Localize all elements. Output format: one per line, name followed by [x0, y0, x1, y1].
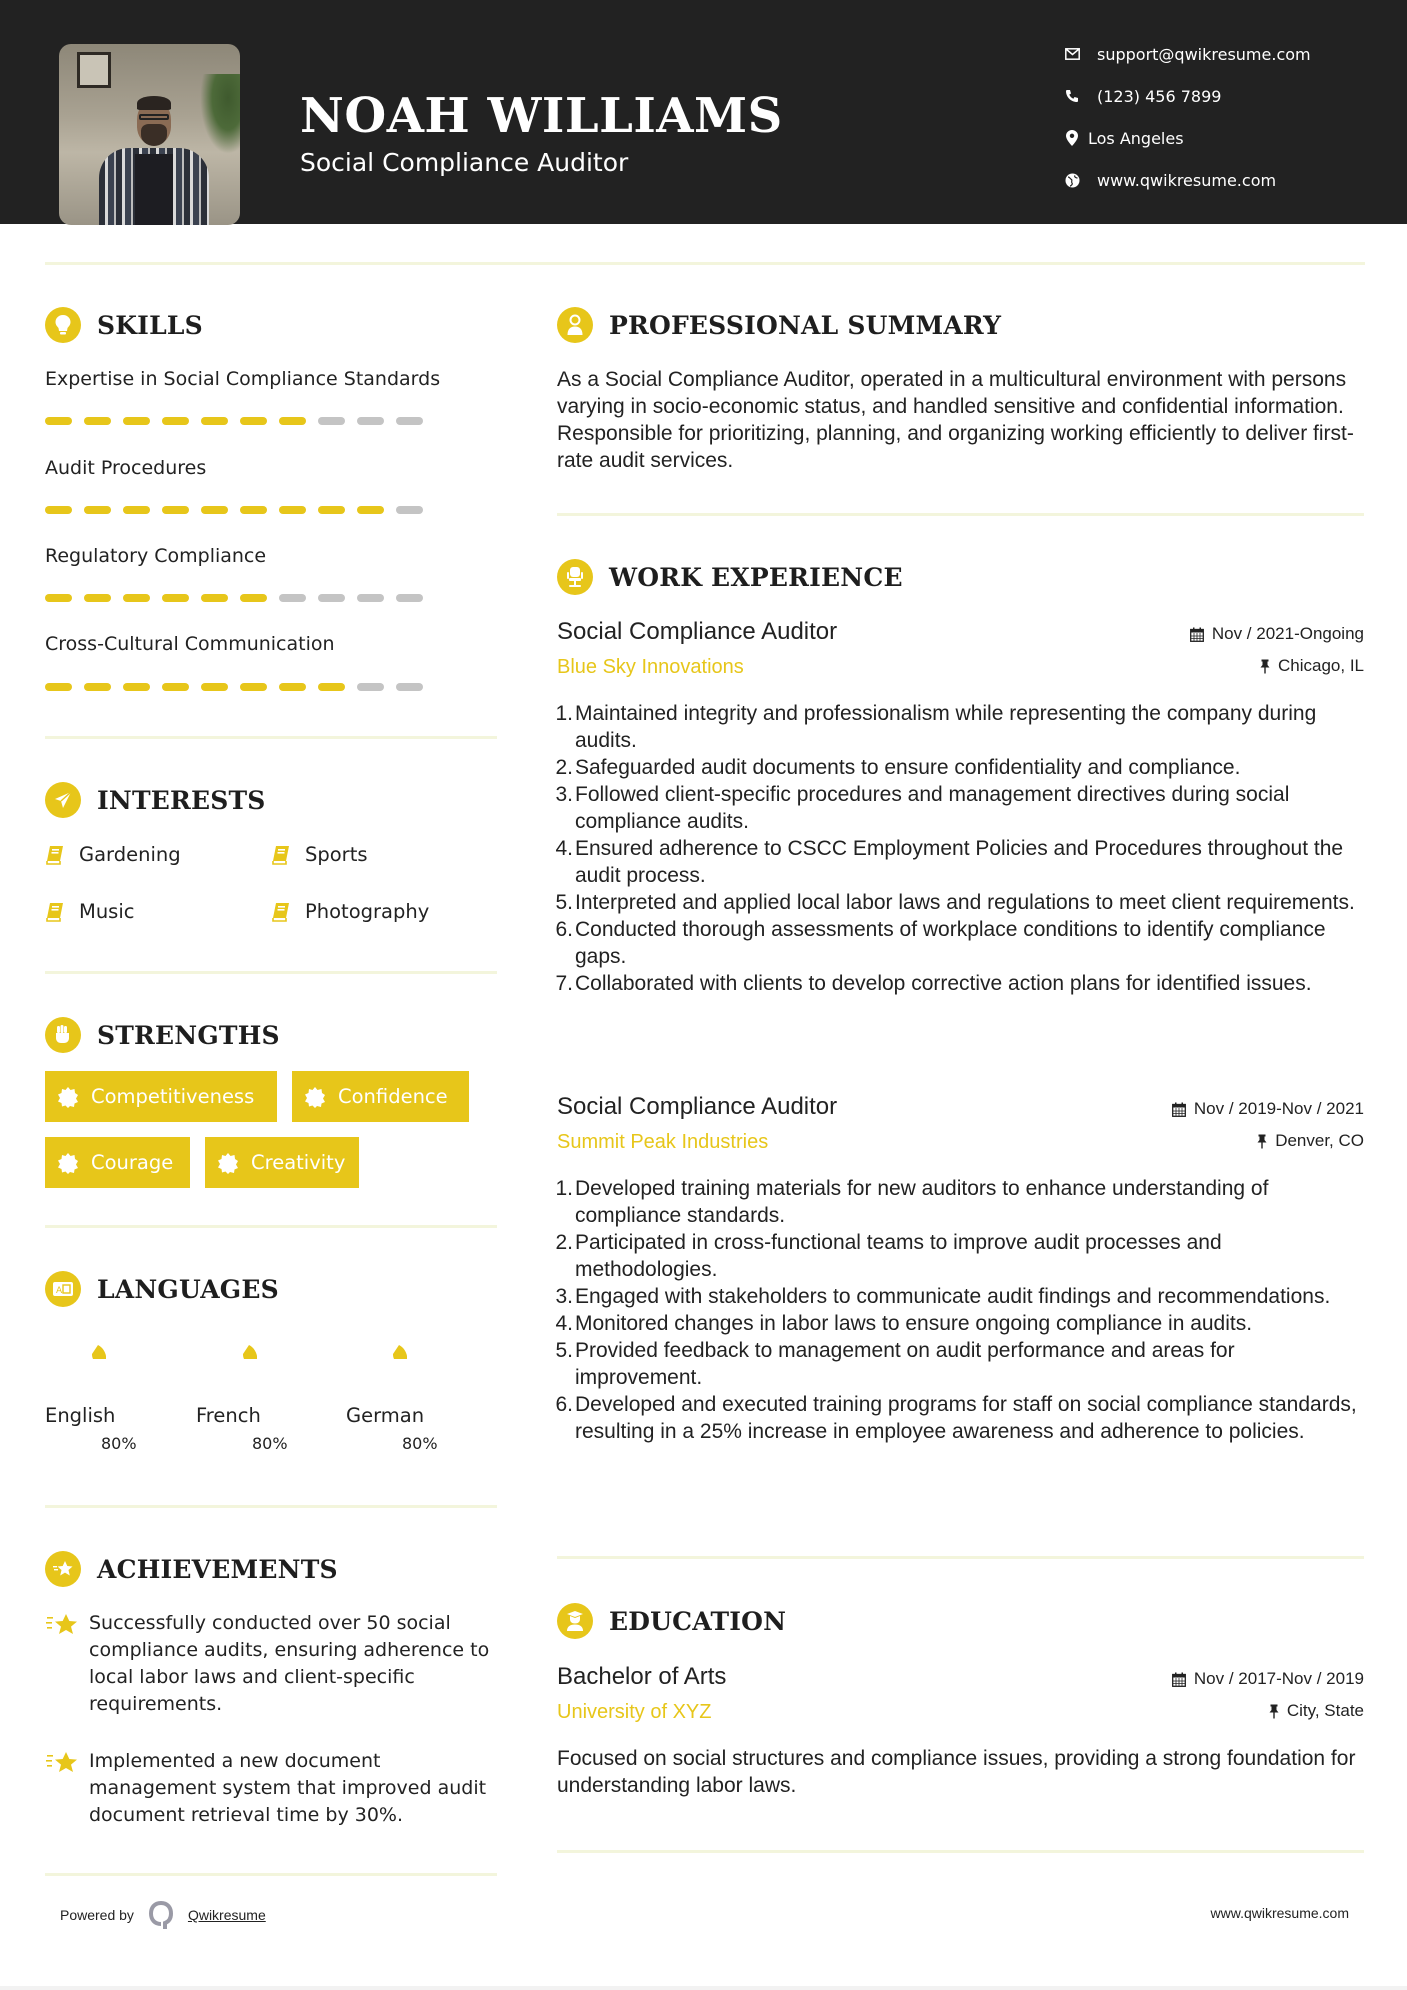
languages-heading: A LANGUAGES	[45, 1271, 279, 1307]
phone-icon	[1064, 88, 1080, 104]
language-progress-icon	[391, 1344, 413, 1368]
strengths-heading: STRENGTHS	[45, 1017, 280, 1053]
globe-icon	[1064, 172, 1080, 188]
skill-level-segment	[396, 417, 423, 425]
fist-icon	[45, 1017, 81, 1053]
job-bullet: 2. Safeguarded audit documents to ensure confidentiality and compliance.	[555, 756, 1241, 779]
skill-level-bar	[45, 683, 423, 691]
star-icon	[45, 1610, 81, 1718]
calendar-icon	[1172, 1672, 1186, 1687]
badge-icon	[57, 1152, 79, 1174]
map-marker-icon	[1064, 130, 1080, 146]
svg-text:A: A	[56, 1286, 63, 1296]
contact-location: Los Angeles	[1064, 127, 1404, 149]
badge-icon	[217, 1152, 239, 1174]
calendar-icon	[1172, 1102, 1186, 1117]
skill-level-segment	[45, 506, 72, 514]
candidate-title: Social Compliance Auditor	[300, 148, 629, 177]
job-bullet: 4. Ensured adherence to CSCC Employment Policies and Procedures throughout the audit process.	[555, 837, 1344, 887]
strength-chip: Competitiveness	[45, 1071, 277, 1122]
contact-website[interactable]: www.qwikresume.com	[1064, 169, 1404, 191]
skill-label: Audit Procedures	[45, 457, 207, 479]
experience-heading: WORK EXPERIENCE	[557, 559, 903, 595]
skill-level-segment	[84, 506, 111, 514]
job-bullets	[557, 700, 1364, 997]
skill-level-segment	[318, 594, 345, 602]
powered-by: Powered by Qwikresume	[60, 1900, 266, 1930]
strength-chip: Courage	[45, 1137, 190, 1188]
skill-level-segment	[84, 594, 111, 602]
education-date: Nov / 2017-Nov / 2019	[1172, 1669, 1364, 1689]
company-name: Summit Peak Industries	[557, 1131, 769, 1153]
lightbulb-icon	[45, 307, 81, 343]
education-heading: EDUCATION	[557, 1603, 786, 1639]
skill-level-segment	[201, 683, 228, 691]
skill-level-segment	[279, 506, 306, 514]
interest-item: Gardening	[45, 843, 181, 866]
education-entry	[557, 1663, 1364, 1803]
skill-level-segment	[240, 683, 267, 691]
summary-text: As a Social Compliance Auditor, operated in a multicultural environment with persons varying in socio-economic status, and handled sensitive and confidential information. Responsible for prioritizing, planning, and organizing working efficiently to deliver first-rate audit services.	[557, 368, 1354, 472]
skill-level-segment	[396, 506, 423, 514]
section-divider	[45, 971, 497, 974]
star-icon	[45, 1551, 81, 1587]
interests-heading: INTERESTS	[45, 782, 266, 818]
calendar-icon	[1190, 627, 1204, 642]
language-progress-icon	[241, 1344, 263, 1368]
job-title: Social Compliance Auditor	[557, 1093, 838, 1120]
achievement-item: Implemented a new document management system that improved audit document retrieval time by 30%.	[45, 1748, 505, 1829]
skill-level-segment	[357, 683, 384, 691]
qwikresume-link[interactable]: Qwikresume	[187, 1907, 266, 1923]
skill-level-segment	[357, 417, 384, 425]
resume-header	[0, 0, 1407, 224]
strength-chip: Confidence	[292, 1071, 469, 1122]
skill-level-segment	[279, 417, 306, 425]
skill-label: Cross-Cultural Communication	[45, 633, 335, 655]
graduate-icon	[557, 1603, 593, 1639]
language-progress-icon	[90, 1344, 112, 1368]
contact-phone[interactable]: (123) 456 7899	[1064, 85, 1404, 107]
book-icon	[271, 845, 293, 865]
skill-level-segment	[357, 506, 384, 514]
skill-level-segment	[396, 683, 423, 691]
achievements-heading: ACHIEVEMENTS	[45, 1551, 338, 1587]
skill-level-segment	[123, 594, 150, 602]
pushpin-icon	[1257, 1134, 1267, 1149]
skill-level-segment	[201, 417, 228, 425]
skill-level-bar	[45, 506, 423, 514]
badge-icon	[57, 1086, 79, 1108]
section-divider	[557, 1850, 1364, 1853]
section-divider	[45, 1505, 497, 1508]
skill-level-segment	[240, 594, 267, 602]
job-bullet: 5. Interpreted and applied local labor laws and regulations to meet client requirements.	[555, 891, 1355, 914]
job-bullet: 1. Developed training materials for new auditors to enhance understanding of compliance standards.	[555, 1177, 1269, 1227]
skill-label: Expertise in Social Compliance Standards	[45, 368, 441, 390]
interest-item: Music	[45, 900, 134, 923]
job-bullet: 2. Participated in cross-functional teams to improve audit processes and methodologies.	[555, 1231, 1222, 1281]
section-divider	[557, 1556, 1364, 1559]
achievement-item: Successfully conducted over 50 social compliance audits, ensuring adherence to local labor laws and client-specific requirements.	[45, 1610, 505, 1718]
skill-level-segment	[201, 506, 228, 514]
skill-level-segment	[318, 417, 345, 425]
book-icon	[271, 902, 293, 922]
skill-level-segment	[396, 594, 423, 602]
pushpin-icon	[1260, 659, 1270, 674]
skill-level-segment	[162, 506, 189, 514]
office-chair-icon	[557, 559, 593, 595]
job-bullet: 6. Developed and executed training programs for staff on social compliance standards, resulting in a 25% increase in employee awareness and adherence to policies.	[555, 1393, 1357, 1443]
candidate-name: NOAH WILLIAMS	[300, 88, 783, 144]
book-icon	[45, 845, 67, 865]
skill-level-segment	[240, 417, 267, 425]
pushpin-icon	[1269, 1704, 1279, 1719]
interest-item: Photography	[271, 900, 429, 923]
skill-level-segment	[123, 506, 150, 514]
school-name: University of XYZ	[557, 1701, 712, 1723]
job-location: Denver, CO	[1257, 1131, 1364, 1151]
interest-item: Sports	[271, 843, 368, 866]
skill-level-segment	[279, 594, 306, 602]
skill-level-segment	[45, 417, 72, 425]
book-icon	[45, 902, 67, 922]
job-bullet: 4. Monitored changes in labor laws to ensure ongoing compliance in audits.	[555, 1312, 1253, 1335]
section-divider	[45, 1225, 497, 1228]
skill-level-segment	[123, 683, 150, 691]
skill-level-bar	[45, 594, 423, 602]
language-icon	[45, 1271, 81, 1307]
contact-email[interactable]: support@qwikresume.com	[1064, 43, 1404, 65]
job-bullet: 1. Maintained integrity and professionalism while representing the company during audits.	[555, 702, 1317, 752]
degree: Bachelor of Arts	[557, 1663, 727, 1690]
job-bullet: 7. Collaborated with clients to develop corrective action plans for identified issues.	[555, 972, 1312, 995]
user-icon	[557, 307, 593, 343]
job-bullets	[557, 1175, 1364, 1445]
job-bullet: 3. Followed client-specific procedures and management directives during social compliance audits.	[555, 783, 1290, 833]
job-entry	[557, 618, 1364, 1058]
badge-icon	[304, 1086, 326, 1108]
top-divider	[45, 262, 1365, 265]
footer-website-link[interactable]: www.qwikresume.com	[1210, 1905, 1349, 1921]
skills-heading: SKILLS	[45, 307, 203, 343]
job-bullet: 5. Provided feedback to management on audit performance and areas for improvement.	[555, 1339, 1235, 1389]
skill-level-segment	[318, 506, 345, 514]
education-description: Focused on social structures and compliance issues, providing a strong foundation for understanding labor laws.	[557, 1747, 1356, 1797]
paper-plane-icon	[45, 782, 81, 818]
skill-level-segment	[357, 594, 384, 602]
skill-level-bar	[45, 417, 423, 425]
section-divider	[45, 1873, 497, 1876]
star-icon	[45, 1748, 81, 1829]
job-bullet: 6. Conducted thorough assessments of workplace conditions to identify compliance gaps.	[555, 918, 1326, 968]
qwikresume-logo-icon	[148, 1900, 174, 1930]
skill-level-segment	[162, 417, 189, 425]
strength-chip: Creativity	[205, 1137, 359, 1188]
job-location: Chicago, IL	[1260, 656, 1364, 676]
envelope-icon	[1064, 46, 1080, 62]
skill-level-segment	[201, 594, 228, 602]
job-date: Nov / 2021-Ongoing	[1190, 624, 1364, 644]
profile-photo	[59, 44, 240, 225]
skill-level-segment	[84, 683, 111, 691]
section-divider	[557, 513, 1364, 516]
skill-level-segment	[162, 594, 189, 602]
skill-level-segment	[45, 683, 72, 691]
skill-level-segment	[162, 683, 189, 691]
job-title: Social Compliance Auditor	[557, 618, 838, 645]
skill-level-segment	[279, 683, 306, 691]
skill-level-segment	[240, 506, 267, 514]
company-name: Blue Sky Innovations	[557, 656, 744, 678]
summary-heading: PROFESSIONAL SUMMARY	[557, 307, 1001, 343]
job-entry	[557, 1093, 1364, 1513]
skill-level-segment	[318, 683, 345, 691]
skill-label: Regulatory Compliance	[45, 545, 267, 567]
skill-level-segment	[123, 417, 150, 425]
skill-level-segment	[84, 417, 111, 425]
job-date: Nov / 2019-Nov / 2021	[1172, 1099, 1364, 1119]
job-bullet: 3. Engaged with stakeholders to communicate audit findings and recommendations.	[555, 1285, 1331, 1308]
education-location: City, State	[1269, 1701, 1364, 1721]
section-divider	[45, 736, 497, 739]
skill-level-segment	[45, 594, 72, 602]
